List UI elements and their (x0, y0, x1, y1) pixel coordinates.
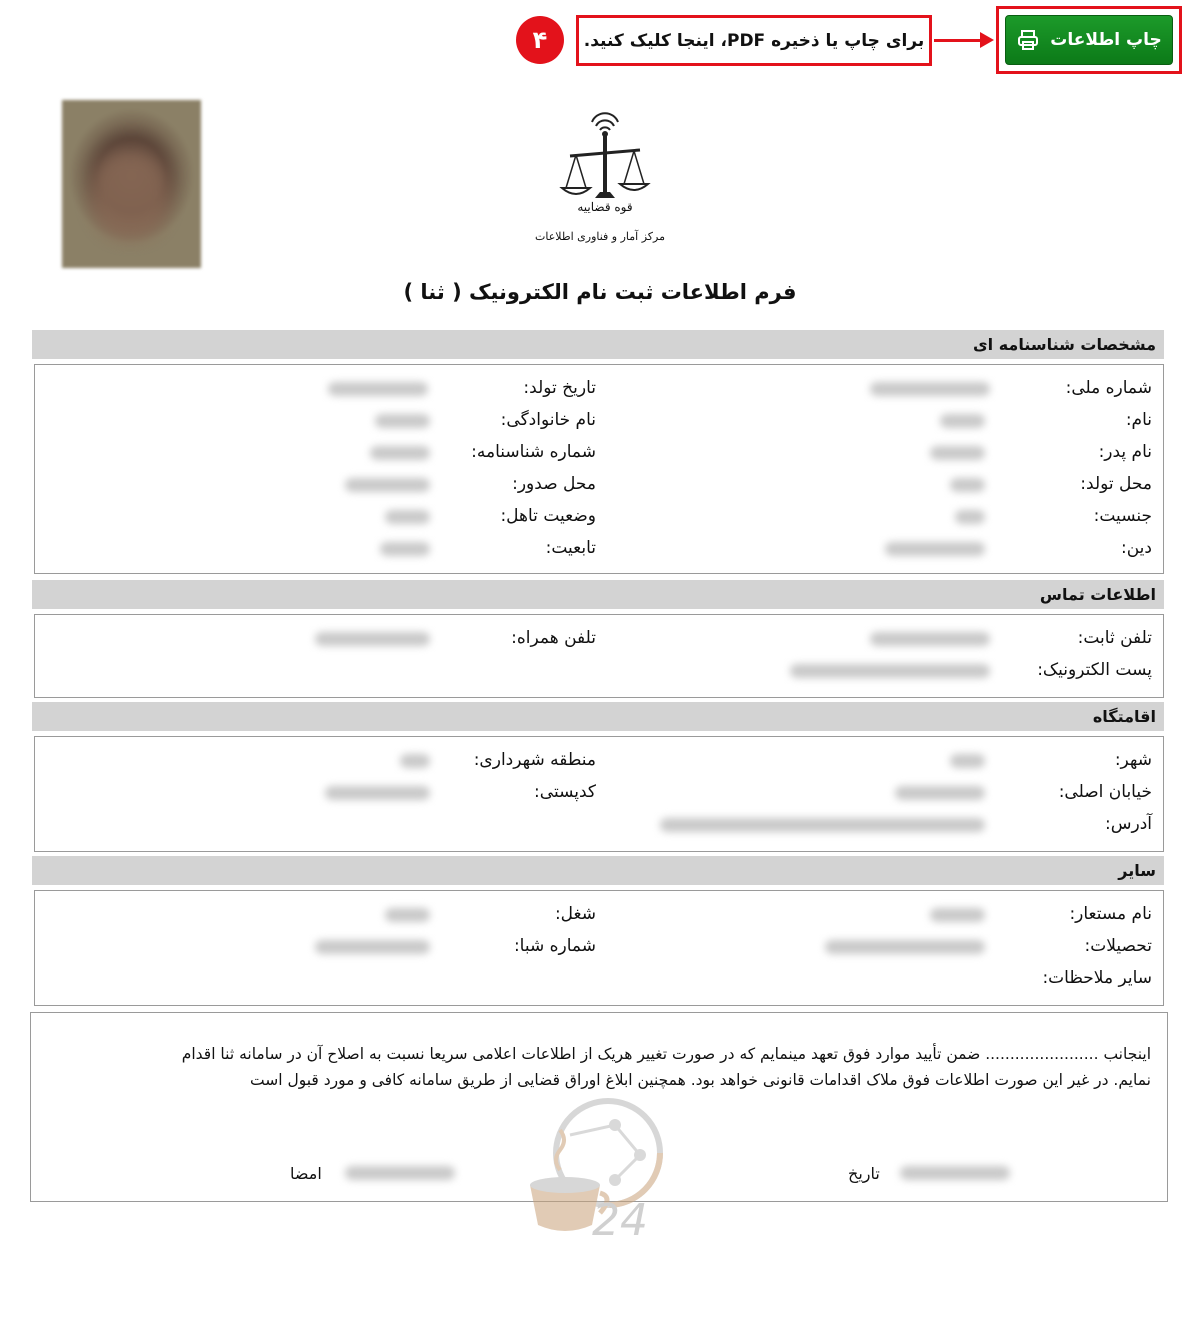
redacted-value (660, 818, 985, 832)
field-label-first-name: نام: (1125, 410, 1152, 430)
field-label-birth-place: محل تولد: (1080, 474, 1152, 494)
date-label: تاریخ (848, 1164, 880, 1183)
section-header-contact: اطلاعات تماس (32, 580, 1164, 609)
section-box-contact (34, 614, 1164, 698)
logo-caption-judiciary: قوه قضاییه (577, 200, 633, 214)
redacted-value (385, 510, 430, 524)
callout-arrow-head (980, 32, 994, 48)
field-label-email: پست الکترونیک: (1037, 660, 1152, 680)
hint-text: برای چاپ یا ذخیره PDF، اینجا کلیک کنید. (583, 30, 925, 51)
redacted-value (345, 478, 430, 492)
redacted-value (370, 446, 430, 460)
signature-label: امضا (290, 1164, 322, 1183)
redacted-value (940, 414, 985, 428)
print-info-button[interactable] (1005, 15, 1173, 65)
field-label-other-notes: سایر ملاحظات: (1042, 968, 1152, 988)
redacted-value (328, 382, 428, 396)
step-badge: ۴ (516, 16, 564, 64)
field-label-mobile: تلفن همراه: (511, 628, 596, 648)
form-title: فرم اطلاعات ثبت نام الکترونیک ( ثنا ) (403, 280, 797, 304)
redacted-value (315, 940, 430, 954)
section-header-residence: اقامتگاه (32, 702, 1164, 731)
field-label-main-street: خیابان اصلی: (1058, 782, 1152, 802)
redacted-value (930, 446, 985, 460)
field-label-sheba-number: شماره شبا: (513, 936, 596, 956)
field-label-religion: دین: (1121, 538, 1152, 558)
redacted-value (790, 664, 990, 678)
redacted-signature (345, 1166, 455, 1180)
redacted-value (885, 542, 985, 556)
field-label-alias: نام مستعار: (1069, 904, 1152, 924)
field-label-education: تحصیلات: (1084, 936, 1152, 956)
section-header-other: سایر (32, 856, 1164, 885)
watermark-text: 24 (592, 1195, 648, 1246)
field-label-address: آدرس: (1105, 814, 1152, 834)
field-label-birth-date: تاریخ تولد: (523, 378, 596, 398)
field-label-father-name: نام پدر: (1098, 442, 1152, 462)
redacted-value (385, 908, 430, 922)
redacted-value (325, 786, 430, 800)
section-box-residence (34, 736, 1164, 852)
print-button-label: چاپ اطلاعات (1050, 30, 1162, 50)
field-label-landline: تلفن ثابت: (1077, 628, 1152, 648)
logo-caption-center: مرکز آمار و فناوری اطلاعات (535, 230, 665, 243)
field-label-national-id: شماره ملی: (1065, 378, 1152, 398)
redacted-value (870, 632, 990, 646)
declaration-line-1: اینجانب ....................... ضمن تأیید موارد فوق تعهد مینمایم که در صورت تغییر هریک از اطلاعات اعلامی سریعا نسبت به اصلاح آن در سامانه ثنا اقدام (181, 1045, 1151, 1063)
hint-callout (576, 15, 932, 66)
section-box-identity (34, 364, 1164, 574)
redacted-value (950, 754, 985, 768)
applicant-photo-face (90, 150, 170, 240)
redacted-date (900, 1166, 1010, 1180)
field-label-last-name: نام خانوادگی: (500, 410, 596, 430)
field-label-nationality: تابعیت: (545, 538, 596, 558)
section-box-other (34, 890, 1164, 1006)
section-header-identity: مشخصات شناسنامه ای (32, 330, 1164, 359)
redacted-value (380, 542, 430, 556)
field-label-id-number: شماره شناسنامه: (471, 442, 596, 462)
printer-icon (1016, 28, 1040, 52)
field-label-occupation: شغل: (554, 904, 596, 924)
redacted-value (315, 632, 430, 646)
redacted-value (400, 754, 430, 768)
field-label-gender: جنسیت: (1093, 506, 1152, 526)
declaration-line-2: نمایم. در غیر این صورت اطلاعات فوق ملاک اقدامات قانونی خواهد بود. همچنین ابلاغ اوراق قضایی از طریق سامانه کافی و مورد قبول است (250, 1071, 1151, 1089)
field-label-city: شهر: (1114, 750, 1152, 770)
field-label-marital-status: وضعیت تاهل: (500, 506, 596, 526)
field-label-postal-code: کدپستی: (534, 782, 596, 802)
redacted-value (870, 382, 990, 396)
redacted-value (930, 908, 985, 922)
redacted-value (375, 414, 430, 428)
site-watermark-logo (520, 1095, 670, 1250)
redacted-value (895, 786, 985, 800)
redacted-value (825, 940, 985, 954)
redacted-value (950, 478, 985, 492)
redacted-value (955, 510, 985, 524)
declaration-text (51, 1041, 1151, 1093)
field-label-issue-place: محل صدور: (512, 474, 596, 494)
field-label-municipal-zone: منطقه شهرداری: (473, 750, 596, 770)
callout-arrow (934, 39, 984, 42)
